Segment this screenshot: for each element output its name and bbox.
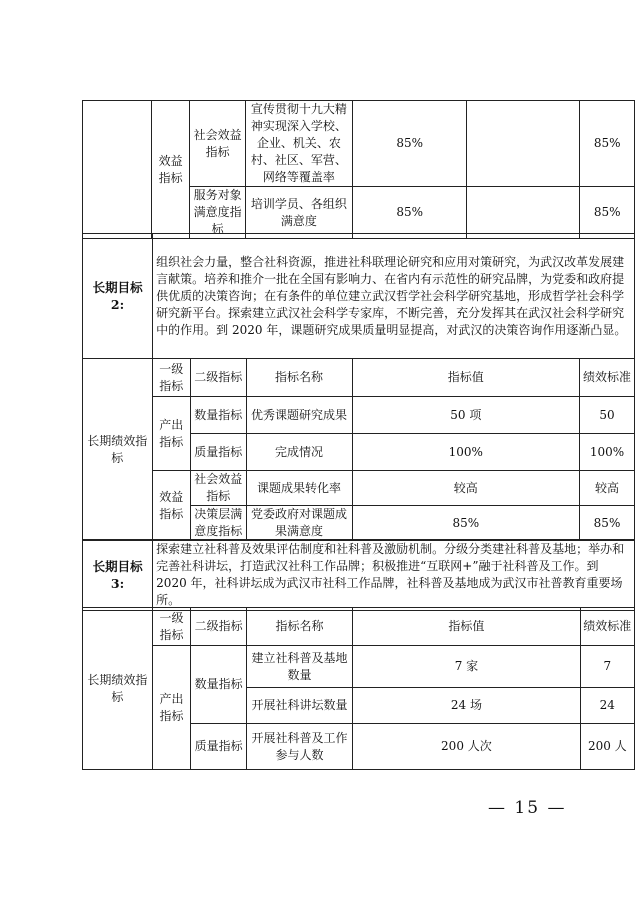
long-term-label: 长期绩效指标 xyxy=(83,359,153,541)
table-row: 产出指标 数量指标 建立社科普及基地数量 7 家 7 xyxy=(83,646,635,688)
table-row: 开展社科讲坛数量 24 场 24 xyxy=(83,688,635,724)
long-term-indicators-table-3 xyxy=(82,607,635,770)
page-number: — 15 — xyxy=(488,798,567,818)
table-row: 服务对象满意度指标 培训学员、各组织满意度 85% 85% xyxy=(83,187,635,239)
table-row: 决策层满意度指标 党委政府对课题成果满意度 85% 85% xyxy=(83,506,635,541)
goal2-table xyxy=(82,233,635,359)
benefit-indicators-table xyxy=(82,100,635,239)
goal3-text: 探索建立社科普及效果评估制度和社科普及激励机制。分级分类建社科普及基地；举办和完善社科讲坛，打造武汉社科工作品牌；积极推进“互联网+”融于社科普及工作。到 2020 年，社科讲坛成为武汉市社科工作品牌，社科普及基地成为武汉市社普教育重要场所。 xyxy=(153,540,635,611)
goal3-label: 长期目标 3: xyxy=(83,540,153,611)
table-row: 质量指标 开展社科普及工作参与人数 200 人次 200 人 xyxy=(83,724,635,770)
long-term-indicators-table-2 xyxy=(82,358,635,541)
goal3-table xyxy=(82,539,635,611)
goal2-text: 组织社会力量，整合社科资源，推进社科联理论研究和应用对策研究，为武汉改革发展建言献策。培养和推介一批在全国有影响力、在省内有示范性的研究品牌，为党委和政府提供优质的决策咨询；在有条件的单位建立武汉哲学社会科学研究基地，形成哲学社会科学研究新平台。探索建立武汉社会科学专家库，不断完善，充分发挥其在武汉社会科学研究中的作用。到 2020 年，课题研究成果质量明显提高，对武汉的决策咨询作用逐渐凸显。 xyxy=(153,234,635,359)
table-header-row: 长期绩效指标 一级指标 二级指标 指标名称 指标值 绩效标准 xyxy=(83,359,635,397)
table-row: 效益指标 社会效益指标 宣传贯彻十九大精神实现深入学校、企业、机关、农村、社区、军营、网络等覆盖率 85% 85% xyxy=(83,101,635,187)
table-row: 质量指标 完成情况 100% 100% xyxy=(83,434,635,471)
long-term-label: 长期绩效指标 xyxy=(83,608,153,770)
level1-benefit-label: 效益指标 xyxy=(151,101,190,239)
table-row: 产出指标 数量指标 优秀课题研究成果 50 项 50 xyxy=(83,397,635,434)
table-header-row: 长期绩效指标 一级指标 二级指标 指标名称 指标值 绩效标准 xyxy=(83,608,635,646)
table-row: 效益指标 社会效益指标 课题成果转化率 较高 较高 xyxy=(83,471,635,506)
goal2-label: 长期目标 2: xyxy=(83,234,153,359)
